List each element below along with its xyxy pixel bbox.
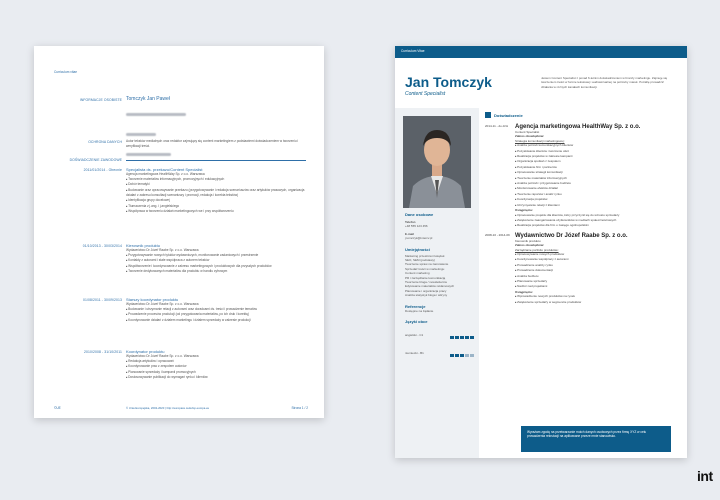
job-position: Content Specialist <box>515 130 540 134</box>
job-title: Specjalista ds. przekazu/Content Specialist <box>126 167 203 172</box>
job-sub-label: Zarządzanie portfolio produktów: <box>515 247 559 252</box>
language-row <box>405 326 475 344</box>
job-bullet: ■ Współtworzenie i koordynowanie z zakresu marketingowych i produktowych dla przyszłych produktów <box>126 264 311 270</box>
profile-text: Autor tekstów medialnych oraz redaktor zajmujący się content marketingiem z podstawiemi doświadczeniem w tworzeniu i weryfikacji treści. <box>126 139 299 148</box>
job-bullet: ■ Monitorowanie efektów działań <box>515 186 679 191</box>
job-bullet: ■ Koordynowanie prac z zespołem autorów <box>126 364 311 370</box>
job-achievement: ■ Zwiększenie zaangażowania użytkowników w mediach społecznościowych <box>515 218 679 223</box>
job-dates: 01/08/2011 - 30/09/2013 <box>82 298 122 302</box>
email-label: E-mail <box>405 231 415 236</box>
job-bullet: ■ Dostosowywanie publikacji do wymagań rynku i klientów <box>126 375 311 381</box>
language-level-dots <box>450 326 475 344</box>
cv-role: Content Specialist <box>405 91 446 97</box>
job-bullet: ■ Prowadzenie dokumentacji <box>515 268 679 273</box>
sidebar-content <box>405 212 475 362</box>
phone-label: Telefon <box>405 220 416 224</box>
job-bullet: ■ Budowanie i utrzymanie relacji z autorami oraz doradcami ds. treści i prowadzenie tematów <box>126 307 311 313</box>
job-bullet: ■ Przygotowywanie nowych tytułów wydawniczych, monitorowanie zadaniowych i przestrzenie <box>126 253 311 259</box>
job-bullet: ■ Prowadzenie procesów produkcji (od przygotowania materiałów, po ich druk i korektę) <box>126 312 311 318</box>
skill-item: Tworzenie bloga / newsletterów <box>405 280 447 285</box>
contact-blurred <box>126 106 311 164</box>
job-bullet: ■ Tworzenie materiałów informacyjnych, promocyjnych i edukacyjnych <box>126 177 311 183</box>
gdpr-consent-box: Wyrażam zgodę na przetwarzanie moich danych osobowych przez firmę XYZ w celu prowadzenia rekrutacji na aplikowane przeze mnie stanowisko. <box>521 426 671 452</box>
skill-item: Content marketing <box>405 271 430 276</box>
job-achievements-label: Osiągnięcia: <box>515 289 533 294</box>
language-name: niemiecki - B1 <box>405 350 424 355</box>
job-company: Wydawnictwo Dr Józef Raabe Sp. z o.o. <box>515 232 628 239</box>
job-company: Wydawnictwo Dr Józef Raabe Sp. z o.o. Warszawa <box>126 354 199 358</box>
job-bullet: ■ Opracowanie strategii komunikacji <box>515 170 679 175</box>
person-portrait-icon <box>403 116 471 208</box>
job-dates: 2011/01/2014 - Obecnie <box>83 168 122 172</box>
job-bullet: ■ Tworzenie materiałów informacyjnych <box>515 176 679 181</box>
job-achievement: ■ Opracowanie projektu dla klientów, który przyczynił się do wzrostu sprzedaży <box>515 213 679 218</box>
languages-title: Języki obce <box>405 319 428 325</box>
brand-logo: int <box>697 468 713 484</box>
job-bullet: ■ Identyfikacja grupy docelowej <box>126 198 311 204</box>
skill-item: PR i zarządzanie komunikacją <box>405 275 446 280</box>
experience-title: Doświadczenie <box>494 112 523 118</box>
skill-item: Planowanie i organizacja pracy <box>405 288 447 293</box>
job-entry <box>485 124 679 229</box>
job-entry <box>485 233 679 305</box>
cv-doc-title: Curriculum vitae <box>54 70 78 74</box>
job-bullet: ■ Analiza potrzeb i przygotowanie budżetu <box>515 181 679 186</box>
job-bullet: ■ Budowanie oraz opracowywanie przekazu (przygotowywanie i redakcja scenariuszów oraz artykułów prasowych, organizacja działań z zakresu konsultacji scenariuszy i promocji, redakcja i korekta tekstów) <box>126 188 311 198</box>
job-dates: 2008-10 - 2014-09 <box>485 232 510 237</box>
job-entry <box>126 349 311 381</box>
job-bullet: ■ Utrzymywanie relacji z klientami <box>515 203 679 208</box>
job-bullet: ■ Prowadzenie analizy rynku <box>515 263 679 268</box>
job-bullet: ■ Koordynowanie współpracy z autorami <box>515 257 679 262</box>
job-company: Wydawnictwo Dr Józef Raabe Sp. z o.o. Warszawa <box>126 248 199 252</box>
job-bullet: ■ Tworzenie dedykowanych materiałów dla produktu w handlu cyfrowym <box>126 269 311 275</box>
job-achievement: ■ Realizacja projektów dla firm o zasięgu ogólnopolskim <box>515 223 679 228</box>
briefcase-icon <box>485 112 491 118</box>
job-bullet: ■ Planowanie sprzedaży i kampanii promocyjnych <box>126 370 311 376</box>
job-achievement: ■ Zwiększenie sprzedaży w segmencie produktów <box>515 300 679 305</box>
skill-item: Edytowanie materiałów reklamowych <box>405 284 455 289</box>
modern-cv-page <box>395 46 687 458</box>
job-bullet: ■ Analiza potrzeb komunikacyjnych klientów <box>515 143 679 148</box>
contact-title: Dane osobowe <box>405 212 434 217</box>
job-achievement: ■ Wprowadzenie nowych produktów na rynek <box>515 294 679 299</box>
job-title: Starszy koordynator produktu <box>126 297 179 302</box>
job-bullet: ■ Realizacja projektów w zakresie kampanii <box>515 154 679 159</box>
job-bullet: ■ Nadzór nad projektami <box>515 284 679 289</box>
job-bullet: ■ Pozyskiwanie firm i partnerów <box>515 165 679 170</box>
job-position: Kierownik produktu <box>515 238 541 243</box>
europass-cv-page <box>34 46 324 418</box>
job-resp-label: Zakres obowiązków: <box>515 243 545 248</box>
job-resp-label: Zakres obowiązków: <box>515 134 545 139</box>
job-bullet: ■ Koordynowanie działań z działem marketingu i działem sprzedaży w zakresie produkcji <box>126 318 311 324</box>
job-bullet: ■ Planowanie sprzedaży <box>515 279 679 284</box>
job-bullet: ■ Współpraca w tworzeniu działań marketingowych we i przy współtworzeniu <box>126 209 311 215</box>
experience-label: DOŚWIADCZENIE ZAWODOWE <box>69 158 122 162</box>
job-company: Agencja marketingowa HealthWay Sp. z o.o. Warszawa <box>126 172 205 176</box>
skills-title: Umiejętności <box>405 246 430 252</box>
cv-name: Tomczyk Jan Paweł <box>126 96 170 102</box>
job-company: Wydawnictwo Dr Józef Raabe Sp. z o.o. Warszawa <box>126 302 199 306</box>
cv-top-bar <box>395 46 687 58</box>
job-dates: 2010/2008 - 31/10/2011 <box>84 350 122 354</box>
cv-name: Jan Tomczyk <box>405 74 492 90</box>
job-dates: 2014-11 - do dziś <box>485 124 508 128</box>
experience-heading <box>485 112 679 118</box>
job-title: Koordynator produktu <box>126 349 165 354</box>
job-sub-label: Strategia komunikacji marketingowej: <box>515 138 565 143</box>
job-entry <box>126 167 311 215</box>
job-bullet: ■ Tworzenie raportów i analiz rynku <box>515 192 679 197</box>
skill-item: Tworzenie spraw na zamówienie <box>405 262 449 267</box>
footer-page-number: Strona 1 / 2 <box>291 406 308 410</box>
section-divider <box>126 160 306 161</box>
job-bullet: ■ Analiza budżetu <box>515 274 679 279</box>
references-text: Dostępne na żądanie <box>405 308 434 313</box>
personal-info-label: INFORMACJE OSOBISTE <box>79 98 122 102</box>
job-company: Agencja marketingowa HealthWay Sp. z o.o. <box>515 124 641 130</box>
job-achievements-label: Osiągnięcia: <box>515 208 533 213</box>
cv-summary: Jestem Content Specialist z ponad 6-letnim doświadczeniem w branży marketingu. Zajmuję się tworzeniem treści w formie tekstowej i audiowizualnej na potrzeby marek. Potrafię prowadzić działania w różnych kanałach komunikacji. <box>541 76 668 89</box>
job-entry <box>126 243 311 275</box>
job-bullet: ■ Tłumaczenia z j.ang. i j.angielskiego <box>126 204 311 210</box>
skill-item: Sprzedaż treści w marketingu <box>405 266 445 271</box>
skill-item: Analiza statystyk bloga i witryny <box>405 293 448 298</box>
email-value: j.tomczyk@intercv.pl <box>405 236 433 241</box>
job-bullet: ■ Kontakty z autorami i stałe współpraca z autorem tekstów <box>126 258 311 264</box>
references-title: Referencje <box>405 303 426 309</box>
topbar-label: Curriculum Vitae <box>401 49 425 53</box>
main-column <box>485 112 679 305</box>
job-bullet: ■ Pozyskiwanie klientów i tworzenie ofert <box>515 149 679 154</box>
job-title: Kierownik produktu <box>126 243 161 248</box>
footer-logo: ©UE <box>54 406 61 410</box>
skill-item: SEO, SEM (podstawy) <box>405 258 436 263</box>
job-bullet: ■ Organizacja spotkań z zespołem <box>515 159 679 164</box>
job-dates: 01/10/2013 - 30/03/2014 <box>82 244 122 248</box>
skill-item: Marketing przestrzeni książek <box>405 253 445 258</box>
job-bullet: ■ Redakcja artykułów i opracowań <box>126 359 311 365</box>
footer-copyright: © Unia Europejska, 2002-2020 | http://europass.cedefop.europa.eu <box>126 406 210 410</box>
job-bullet: ■ Dobór tematyki <box>126 182 311 188</box>
profile-photo <box>403 116 471 208</box>
job-bullet: ■ Koordynacja projektów <box>515 197 679 202</box>
language-row <box>405 344 475 362</box>
phone-value: +48 555 123 456 <box>405 224 428 229</box>
profile-label: OCHRONA DANYCH <box>88 140 122 144</box>
job-entry <box>126 297 311 323</box>
language-name: angielski - C1 <box>405 332 424 337</box>
language-level-dots <box>450 344 475 362</box>
job-bullet: ■ Opracowywanie nowych produktów <box>515 252 679 257</box>
